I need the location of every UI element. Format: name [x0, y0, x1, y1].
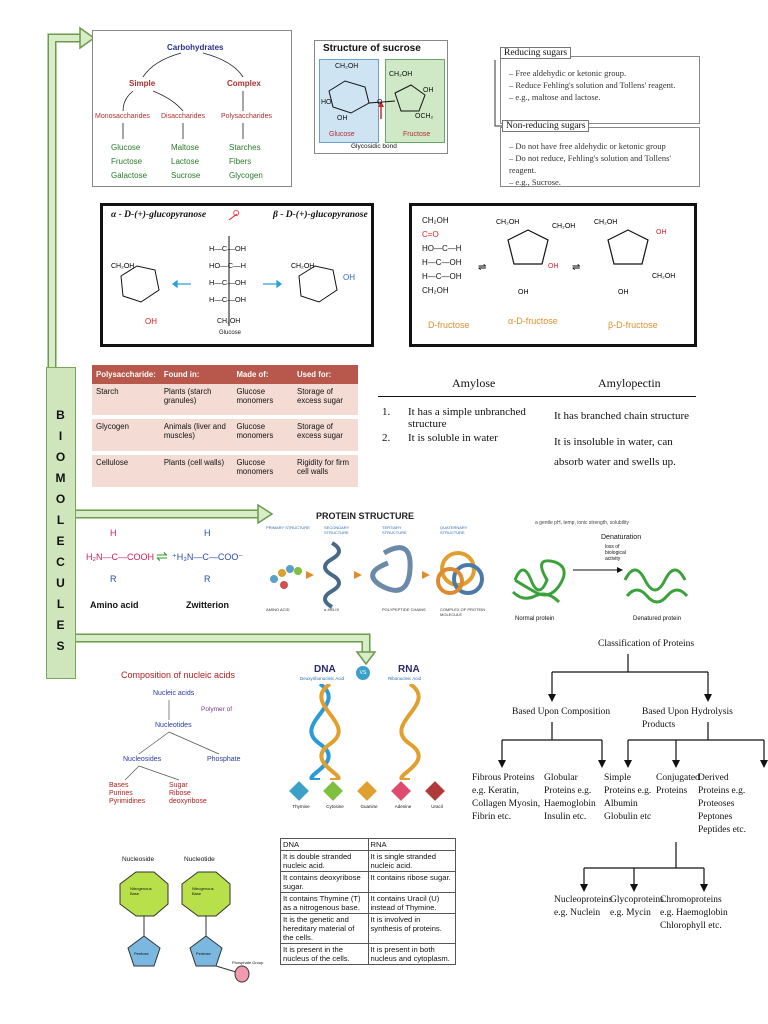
dna-rna-cell: It is double stranded nucleic acid. [281, 851, 369, 872]
nucleoside-label: Nucleoside [122, 856, 155, 863]
globular-proteins: Globular Proteins e.g. Haemoglobin Insulin etc. [544, 773, 596, 822]
svg-text:CH₂OH: CH₂OH [552, 223, 576, 230]
protein-caption: COMPLEX OF PROTEIN MOLECULE [440, 607, 486, 617]
classification-title: Classification of Proteins [598, 639, 695, 649]
svg-text:OH: OH [548, 263, 559, 270]
svg-text:OH: OH [656, 229, 667, 236]
sugar-bullet: – Free aldehydic or ketonic group. [509, 68, 627, 78]
svg-text:CH₂OH: CH₂OH [111, 263, 135, 270]
carb-item: Fibers [229, 157, 252, 166]
based-on-composition: Based Upon Composition [512, 707, 611, 717]
reducing-title: Reducing sugars [500, 47, 571, 59]
amylose-comparison [378, 374, 700, 492]
dna-subheading: Deoxyribonucleic Acid [300, 676, 345, 681]
svg-text:CH₂OH: CH₂OH [496, 219, 520, 226]
poly-cell: Plants (cell walls) [160, 453, 233, 489]
glucose-label: Glucose [219, 330, 242, 336]
phosphate: Phosphate [207, 756, 241, 763]
amino-r: R [110, 574, 117, 584]
sidebar-letter: B [56, 408, 66, 422]
amylopectin-property: It is insoluble in water, can absorb water and swells up. [554, 436, 676, 468]
sucrose-och2: OCH₂ [415, 113, 434, 120]
table-row [92, 453, 358, 489]
beta-glucopyranose: β - D-(+)-glucopyranose [273, 210, 368, 220]
nucleoproteins: Nucleoproteins e.g. Nuclein [554, 895, 613, 918]
protein-caption: POLYPEPTIDE CHAINS [382, 607, 426, 612]
simple-proteins: Simple Proteins e.g. Albumin Globulin etc [604, 773, 652, 822]
svg-text:CH₂OH: CH₂OH [291, 263, 315, 270]
sucrose-oh-1: OH [337, 115, 348, 122]
amino-h: H [110, 528, 117, 538]
nucleosides: Nucleosides [123, 756, 162, 763]
amylopectin-heading: Amylopectin [598, 376, 661, 390]
amino-acid-panel [86, 524, 256, 616]
poly-header: Used for: [293, 365, 358, 384]
poly-header: Found in: [160, 365, 233, 384]
sugar-block: Sugar Ribose deoxyribose [169, 782, 207, 805]
biomolecules-sidebar [46, 367, 76, 679]
d-fructose-label: D-fructose [428, 320, 470, 330]
sidebar-letter: L [56, 597, 66, 611]
sidebar-letter: O [55, 492, 67, 506]
poly-cell: Rigidity for firm cell walls [293, 453, 358, 489]
table-row [281, 914, 456, 944]
sugar-bullet: – e.g., maltose and lactose. [509, 92, 601, 102]
dna-rna-cell: It is single stranded nucleic acid. [368, 851, 456, 872]
zwitterion-label: Zwitterion [186, 600, 229, 610]
poly-cell: Glucose monomers [232, 417, 293, 453]
nucleobase-label: Thymine [292, 804, 310, 809]
nucleobase-label: Guanine [360, 804, 378, 809]
nucleoside-pentose: Pentose [134, 951, 149, 956]
sidebar-letter: O [55, 450, 67, 464]
equilibrium-arrow: ⇌ [156, 548, 168, 564]
protein-title: PROTEIN STRUCTURE [316, 511, 415, 521]
sidebar-letter: E [56, 618, 66, 632]
carb-poly: Polysaccharides [221, 113, 272, 120]
nucleo-shapes [100, 864, 270, 986]
svg-text:CH₂OH: CH₂OH [594, 219, 618, 226]
glucose-ch2oh: CH₂OH [217, 318, 241, 325]
denaturation-panel [505, 520, 705, 625]
table-row [92, 384, 358, 417]
carb-item: Glucose [111, 143, 141, 152]
denature-sub: loss of biological activity [605, 544, 626, 562]
dna-heading: DNA [314, 664, 336, 675]
denatured-protein-label: Denatured protein [633, 616, 682, 622]
protein-caption: AMINO ACID [266, 607, 290, 612]
rna-heading: RNA [398, 664, 420, 675]
protein-classification [468, 632, 768, 962]
carb-item: Maltose [171, 143, 200, 152]
carb-poly-list [229, 141, 263, 183]
reducing-box [500, 56, 700, 124]
sugar-bullet-text: Do not have free aldehydic or ketonic group [515, 141, 666, 151]
carb-mono: Monosaccharides [95, 113, 150, 120]
svg-text:⇌: ⇌ [572, 262, 581, 273]
sucrose-glucose-label: Glucose [329, 131, 355, 138]
nucleic-title: Composition of nucleic acids [121, 670, 236, 680]
svg-text:OH: OH [618, 289, 629, 296]
carbohydrates-chart [92, 30, 292, 187]
glycoproteins: Glycoproteins e.g. Mycin [610, 895, 664, 918]
protein-structure [262, 503, 498, 621]
amylopectin-property: It has branched chain structure [554, 410, 689, 422]
poly-cell: Cellulose [92, 453, 160, 489]
poly-cell: Plants (starch granules) [160, 384, 233, 417]
sidebar-letter: E [56, 534, 66, 548]
alpha-glucopyranose: α - D-(+)-glucopyranose [111, 210, 207, 220]
dna-rna-cell: It contains Uracil (U) instead of Thymine. [368, 893, 456, 914]
svg-text:O: O [233, 209, 240, 218]
carb-item: Sucrose [171, 171, 201, 180]
amy-row-number: 1. [382, 406, 391, 418]
carb-complex: Complex [227, 79, 261, 88]
dna-vs-rna [280, 660, 456, 820]
sugar-bullet-text: Reduce Fehling's solution and Tollens' reagent. [515, 80, 676, 90]
table-row [281, 839, 456, 851]
protein-caption: α-HELIX [324, 607, 340, 612]
protein-level: QUATERNARY STRUCTURE [440, 525, 468, 535]
dna-rna-table [280, 838, 456, 965]
nucleic-acids: Nucleic acids [153, 690, 195, 697]
nucleobase-icon [357, 781, 377, 801]
carb-item: Glycogen [229, 171, 263, 180]
sidebar-letter: L [56, 513, 66, 527]
svg-text:OH: OH [518, 289, 529, 296]
sugar-bullet-text: Do not reduce, Fehling's solution and Tollens' reagent. [509, 153, 671, 175]
sucrose-oh-2: OH [423, 87, 434, 94]
glucopyranose-box [100, 203, 374, 347]
nucleoside-nucleotide [100, 856, 270, 986]
protein-level: TERTIARY STRUCTURE [382, 525, 407, 535]
sugar-bullet: – e.g., Sucrose. [509, 177, 561, 187]
carb-item: Starches [229, 143, 261, 152]
sugar-bullet-text: e.g., maltose and lactose. [515, 92, 601, 102]
nucleotide-base: Nitrogenous Base [192, 886, 214, 896]
dna-rna-cell: It is involved in synthesis of proteins. [368, 914, 456, 944]
table-row [281, 893, 456, 914]
bases-block: Bases Purines Pyrimidines [109, 782, 146, 805]
dna-rna-cell: It contains ribose sugar. [368, 872, 456, 893]
table-row [92, 417, 358, 453]
carb-simple: Simple [129, 79, 156, 88]
poly-cell: Storage of excess sugar [293, 384, 358, 417]
amino-acid-formula: H₂N—C—COOH [86, 552, 154, 562]
svg-text:OH: OH [343, 273, 355, 282]
nucleobase-icon [289, 781, 309, 801]
protein-level: PRIMARY STRUCTURE [266, 525, 310, 530]
dna-rna-cell: It contains Thymine (T) as a nitrogenous base. [281, 893, 369, 914]
amylose-property: It is soluble in water [408, 432, 498, 444]
nonreducing-title: Non-reducing sugars [502, 120, 589, 132]
sucrose-ch2oh-2: CH₂OH [389, 71, 413, 78]
amy-row-number: 2. [382, 432, 391, 444]
poly-cell: Starch [92, 384, 160, 417]
poly-cell: Glucose monomers [232, 384, 293, 417]
conjugated-proteins: Conjugated Proteins [656, 773, 700, 796]
alpha-fructose-label: α-D-fructose [508, 316, 558, 326]
carb-di: Disaccharides [161, 113, 205, 120]
nucleotide-label: Nucleotide [184, 856, 215, 863]
sucrose-structure [314, 40, 448, 154]
amylose-property: It has a simple unbranched structure [408, 406, 526, 430]
dna-rna-cell: DNA [281, 839, 369, 851]
sidebar-letter: M [55, 471, 67, 485]
sucrose-o: O [377, 99, 383, 106]
carb-item: Lactose [171, 157, 200, 166]
nucleobase-label: Uracil [431, 804, 443, 809]
carb-item: Galactose [111, 171, 148, 180]
polymer-of: Polymer of [201, 706, 233, 713]
amino-acid-label: Amino acid [90, 600, 139, 610]
based-on-hydrolysis: Based Upon Hydrolysis Products [642, 707, 733, 730]
helix-drawing [280, 684, 456, 780]
carb-di-list [171, 141, 200, 183]
sidebar-letter: U [56, 576, 66, 590]
protein-level: SECONDARY STRUCTURE [324, 525, 350, 535]
sugar-bullet-text: Free aldehydic or ketonic group. [515, 68, 627, 78]
sucrose-fructose-label: Fructose [403, 131, 431, 138]
nucleobase-icon [323, 781, 343, 801]
carb-title: Carbohydrates [167, 43, 224, 52]
zwitterion-formula: ⁺H₃N—C—COO⁻ [172, 552, 244, 562]
nucleobase-label: Cytosine [326, 804, 344, 809]
svg-text:OH: OH [145, 317, 157, 326]
sugar-bullet-text: e.g., Sucrose. [515, 177, 561, 187]
poly-cell: Glycogen [92, 417, 160, 453]
sugar-bullet: – Do not reduce, Fehling's solution and Tollens' reagent. [509, 153, 671, 175]
nucleotide-pentose: Pentose [196, 951, 211, 956]
poly-cell: Glucose monomers [232, 453, 293, 489]
nucleic-lines [95, 660, 265, 820]
rna-subheading: Ribonucleic Acid [388, 676, 422, 681]
denature-conditions: a gentle pH, temp, ionic strength, solubility [535, 520, 629, 526]
nucleotides: Nucleotides [155, 722, 192, 729]
carb-mono-list [111, 141, 147, 183]
phosphate-group: Phosphate Group [232, 960, 264, 965]
sugar-bullet: – Reduce Fehling's solution and Tollens' reagent. [509, 80, 676, 90]
glucose-open-chain: H—C—OH HO—C—H H—C—OH H—C—OH [209, 244, 247, 304]
dna-rna-cell: It is present in both nucleus and cytoplasm. [368, 944, 456, 965]
sidebar-letter: C [56, 555, 66, 569]
nucleoside-base: Nitrogenous Base [130, 886, 152, 896]
table-row [281, 851, 456, 872]
poly-header: Polysaccharide: [92, 365, 160, 384]
sidebar-letter: S [56, 639, 66, 653]
derived-proteins: Derived Proteins e.g. Proteoses Peptones Peptides etc. [698, 773, 747, 835]
reducing-list [509, 67, 675, 103]
svg-text:⇌: ⇌ [478, 262, 487, 273]
vs-badge: VS [356, 666, 370, 680]
beta-fructose-label: β-D-fructose [608, 320, 658, 330]
poly-cell: Storage of excess sugar [293, 417, 358, 453]
sucrose-title: Structure of sucrose [323, 43, 421, 54]
nucleic-composition [95, 660, 265, 820]
sucrose-ho: HO [321, 99, 332, 106]
dna-rna-cell: RNA [368, 839, 456, 851]
nucleobase-icon [391, 781, 411, 801]
zwitterion-h: H [204, 528, 211, 538]
sucrose-bond-label: Glycosidic bond [351, 143, 397, 150]
poly-header: Made of: [232, 365, 293, 384]
sucrose-ch2oh-1: CH₂OH [335, 63, 359, 70]
fibrous-proteins: Fibrous Proteins e.g. Keratin, Collagen Myosin, Fibrin etc. [472, 773, 541, 822]
normal-protein-label: Normal protein [515, 616, 555, 622]
table-row [281, 944, 456, 965]
chromoproteins: Chromoproteins e.g. Haemoglobin Chlorophyll etc. [660, 895, 728, 931]
poly-cell: Animals (liver and muscles) [160, 417, 233, 453]
sugar-bullet: – Do not have free aldehydic or ketonic group [509, 141, 666, 151]
dna-rna-cell: It contains deoxyribose sugar. [281, 872, 369, 893]
table-row [281, 872, 456, 893]
fructose-box [409, 203, 697, 347]
dna-rna-cell: It is present in the nucleus of the cells. [281, 944, 369, 965]
sidebar-letter: I [58, 429, 64, 443]
amylose-heading: Amylose [452, 376, 496, 390]
denature-label: Denaturation [601, 534, 642, 541]
poly-header-row [92, 365, 358, 384]
protein-levels-drawing [262, 523, 498, 613]
polysaccharide-table [92, 365, 358, 491]
dna-rna-cell: It is the genetic and hereditary material of the cells. [281, 914, 369, 944]
zwitterion-r: R [204, 574, 211, 584]
fructose-open-chain: CH₂OH C=O HO—C—H H—C—OH H—C—OH CH₂OH [422, 216, 462, 295]
denature-drawing [505, 540, 705, 616]
carb-item: Fructose [111, 157, 143, 166]
nucleobase-label: Adenine [394, 804, 412, 809]
nonreducing-list [509, 140, 699, 188]
svg-text:CH₂OH: CH₂OH [652, 273, 676, 280]
nonreducing-box [500, 127, 700, 187]
nucleobase-icon [425, 781, 445, 801]
